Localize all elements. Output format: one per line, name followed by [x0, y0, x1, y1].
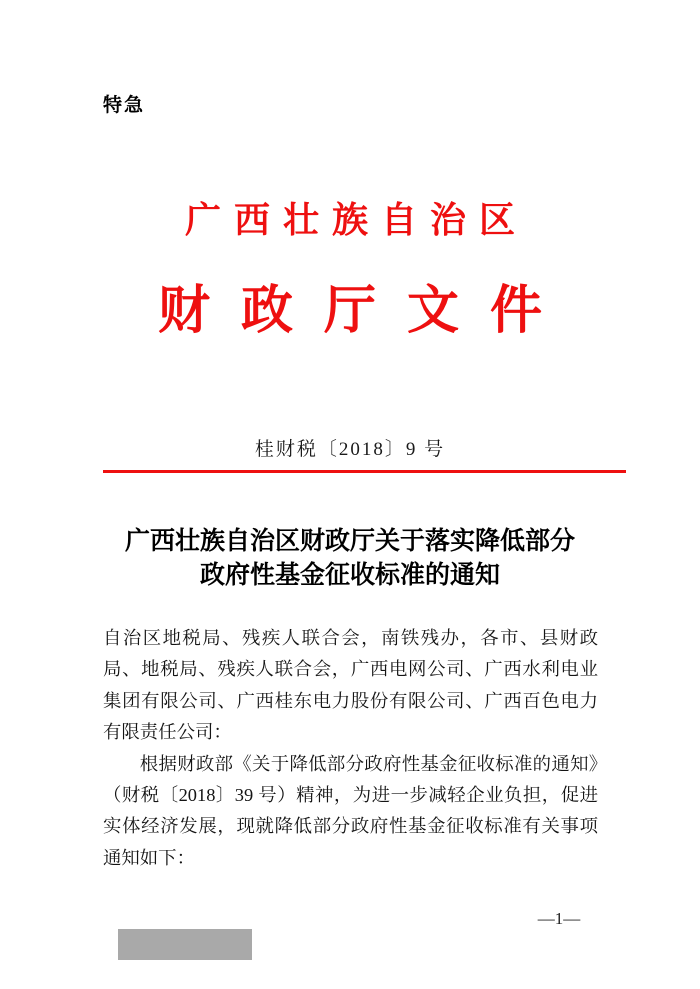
letterhead-doc-word: 财政厅文件 [157, 282, 573, 340]
body-paragraph-basis: 根据财政部《关于降低部分政府性基金征收标准的通知》（财税〔2018〕39 号）精神，为进一步减轻企业负担，促进实体经济发展，现就降低部分政府性基金征收标准有关事项通知如下： [103, 753, 598, 868]
body-paragraph-recipients: 自治区地税局、残疾人联合会，南铁残办，各市、县财政局、地税局、残疾人联合会，广西电网公司、广西水利电业集团有限公司、广西桂东电力股份有限公司、广西百色电力有限责任公司： [103, 628, 598, 743]
page-number: —1— [537, 909, 581, 928]
letterhead-divider [103, 470, 626, 473]
letterhead-org-name: 广西壮族自治区 [184, 199, 528, 240]
redaction-box [118, 929, 252, 960]
document-number: 桂财税〔2018〕9 号 [254, 439, 446, 460]
document-body [103, 623, 598, 874]
document-title-line2: 政府性基金征收标准的通知 [199, 561, 500, 589]
urgency-label: 特急 [103, 95, 146, 116]
document-title [50, 524, 650, 592]
document-title-line1: 广西壮族自治区财政厅关于落实降低部分 [124, 527, 575, 555]
